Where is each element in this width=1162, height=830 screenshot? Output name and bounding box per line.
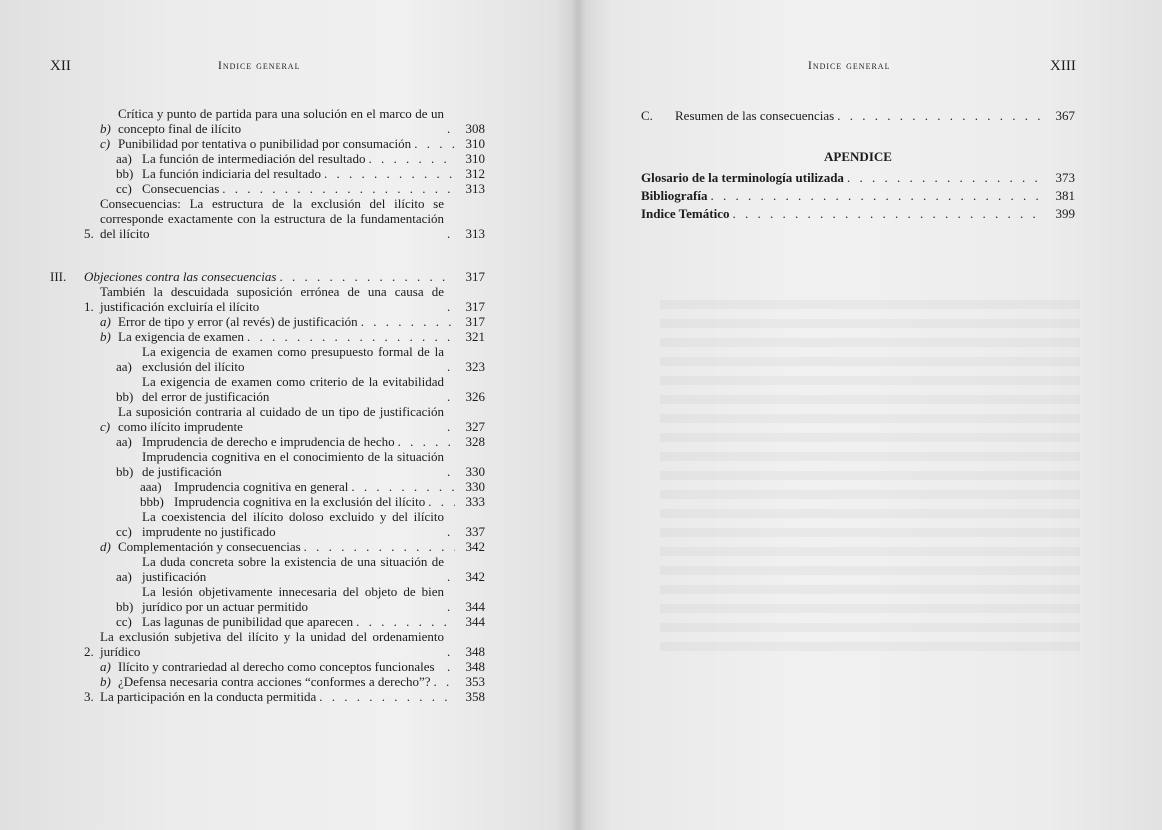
entry-text: La exigencia de examen como presupuesto formal de la exclusión del ilícito: [142, 344, 444, 374]
entry-text: Imprudencia cognitiva en la exclusión del ilícito: [174, 494, 426, 509]
toc-entry[interactable]: [50, 614, 485, 629]
toc-entry[interactable]: [641, 170, 1075, 185]
entry-marker: b): [100, 674, 111, 689]
entry-text: La coexistencia del ilícito doloso excluido y del ilícito imprudente no justificado: [142, 509, 444, 539]
left-page-number: XII: [50, 58, 71, 74]
leader-dots: [447, 226, 455, 241]
toc-entry[interactable]: [50, 554, 485, 584]
leader-dots: [447, 359, 455, 374]
right-running-head: Indice general: [808, 60, 891, 72]
entry-text: La suposición contraria al cuidado de un tipo de justificación como ilícito imprudente: [118, 404, 444, 434]
toc-entry[interactable]: [50, 659, 485, 674]
entry-page: 367: [1055, 108, 1075, 123]
toc-entry[interactable]: [50, 151, 485, 166]
entry-marker: 5.: [84, 226, 94, 241]
entry-page: 330: [465, 464, 485, 479]
entry-page: 321: [465, 329, 485, 344]
left-toc: [50, 106, 485, 704]
entry-marker: cc): [116, 524, 132, 539]
toc-entry[interactable]: [50, 106, 485, 136]
leader-dots: [304, 539, 455, 554]
leader-dots: [447, 569, 455, 584]
toc-entry[interactable]: [50, 166, 485, 181]
leader-dots: [398, 434, 455, 449]
toc-entry[interactable]: [50, 434, 485, 449]
entry-page: 326: [465, 389, 485, 404]
toc-entry[interactable]: [50, 284, 485, 314]
entry-text: La lesión objetivamente innecesaria del objeto de bien jurídico por un actuar permitido: [142, 584, 444, 614]
entry-page: 337: [465, 524, 485, 539]
toc-entry[interactable]: [50, 136, 485, 151]
leader-dots: [434, 674, 455, 689]
left-running-head: Indice general: [218, 60, 301, 72]
leader-dots: [414, 136, 455, 151]
toc-entry[interactable]: [641, 188, 1075, 203]
toc-entry[interactable]: [50, 689, 485, 704]
entry-marker: aa): [116, 359, 132, 374]
toc-entry[interactable]: [50, 344, 485, 374]
entry-marker: III.: [50, 269, 67, 284]
entry-marker: d): [100, 539, 111, 554]
toc-entry[interactable]: [50, 494, 485, 509]
leader-dots: [356, 614, 455, 629]
entry-page: 358: [465, 689, 485, 704]
leader-dots: [447, 659, 455, 674]
entry-marker: b): [100, 121, 111, 136]
entry-text: Punibilidad por tentativa o punibilidad por consumación: [118, 136, 412, 151]
entry-page: 313: [465, 181, 485, 196]
entry-page: 344: [465, 614, 485, 629]
entry-text: Glosario de la terminología utilizada: [641, 170, 844, 185]
entry-page: 348: [465, 644, 485, 659]
entry-page: 323: [465, 359, 485, 374]
toc-entry[interactable]: [50, 584, 485, 614]
leader-dots: [279, 269, 455, 284]
entry-page: 310: [465, 136, 485, 151]
toc-entry[interactable]: [50, 269, 485, 284]
entry-page: 312: [465, 166, 485, 181]
entry-text: Crítica y punto de partida para una solución en el marco de un concepto final de ilícito: [118, 106, 444, 136]
toc-entry[interactable]: [50, 181, 485, 196]
entry-text: Complementación y consecuencias: [118, 539, 301, 554]
entry-text: Objeciones contra las consecuencias: [84, 269, 277, 284]
entry-page: 317: [465, 314, 485, 329]
leader-dots: [319, 689, 455, 704]
entry-page: 333: [465, 494, 485, 509]
entry-marker: 2.: [84, 644, 94, 659]
entry-text: ¿Defensa necesaria contra acciones “conformes a derecho”?: [118, 674, 431, 689]
entry-marker: 1.: [84, 299, 94, 314]
entry-page: 308: [465, 121, 485, 136]
entry-text: Consecuencias: [142, 181, 220, 196]
appendix-heading: APENDICE: [824, 149, 892, 164]
entry-page: 344: [465, 599, 485, 614]
entry-marker: bb): [116, 389, 134, 404]
entry-text: La exclusión subjetiva del ilícito y la unidad del ordenamiento jurídico: [100, 629, 444, 659]
entry-marker: bb): [116, 464, 134, 479]
leader-dots: [710, 188, 1045, 203]
right-page-number: XIII: [1050, 58, 1076, 74]
leader-dots: [222, 181, 455, 196]
entry-page: 328: [465, 434, 485, 449]
entry-page: 317: [465, 269, 485, 284]
entry-text: Error de tipo y error (al revés) de justificación: [118, 314, 358, 329]
leader-dots: [837, 108, 1045, 123]
entry-text: Consecuencias: La estructura de la exclusión del ilícito se corresponde exactamente con la estructura de la fundamentación del ilícito: [100, 196, 444, 241]
entry-marker: bbb): [140, 494, 164, 509]
entry-page: 353: [465, 674, 485, 689]
entry-marker: aa): [116, 434, 132, 449]
entry-page: 373: [1055, 170, 1075, 185]
toc-entry[interactable]: [641, 206, 1075, 221]
entry-text: La exigencia de examen como criterio de la evitabilidad del error de justificación: [142, 374, 444, 404]
entry-text: Resumen de las consecuencias: [675, 108, 835, 123]
bleed-through-shadow: [660, 300, 1080, 660]
entry-page: 317: [465, 299, 485, 314]
entry-page: 399: [1055, 206, 1075, 221]
entry-text: Imprudencia cognitiva en general: [174, 479, 349, 494]
toc-entry[interactable]: [50, 314, 485, 329]
leader-dots: [447, 389, 455, 404]
entry-text: Ilícito y contrariedad al derecho como conceptos funcionales: [118, 659, 435, 674]
entry-marker: aa): [116, 151, 132, 166]
entry-text: La exigencia de examen: [118, 329, 244, 344]
entry-text: Las lagunas de punibilidad que aparecen: [142, 614, 354, 629]
entry-marker: bb): [116, 166, 134, 181]
entry-page: 381: [1055, 188, 1075, 203]
leader-dots: [447, 419, 455, 434]
entry-text: Indice Temático: [641, 206, 730, 221]
entry-marker: C.: [641, 108, 653, 123]
toc-entry[interactable]: [641, 108, 1075, 123]
toc-entry[interactable]: [50, 404, 485, 434]
leader-dots: [732, 206, 1045, 221]
leader-dots: [447, 524, 455, 539]
entry-page: 348: [465, 659, 485, 674]
toc-entry[interactable]: [50, 329, 485, 344]
leader-dots: [847, 170, 1045, 185]
leader-dots: [351, 479, 455, 494]
entry-marker: bb): [116, 599, 134, 614]
leader-dots: [247, 329, 455, 344]
entry-marker: 3.: [84, 689, 94, 704]
leader-dots: [447, 644, 455, 659]
toc-entry[interactable]: [50, 509, 485, 539]
entry-text: La duda concreta sobre la existencia de una situación de justificación: [142, 554, 444, 584]
entry-page: 342: [465, 569, 485, 584]
entry-text: Imprudencia cognitiva en el conocimiento de la situación de justificación: [142, 449, 444, 479]
leader-dots: [447, 121, 455, 136]
entry-marker: cc): [116, 181, 132, 196]
entry-text: Bibliografía: [641, 188, 708, 203]
toc-entry[interactable]: [50, 674, 485, 689]
entry-text: La participación en la conducta permitida: [100, 689, 317, 704]
entry-marker: cc): [116, 614, 132, 629]
leader-dots: [324, 166, 455, 181]
entry-marker: b): [100, 329, 111, 344]
toc-entry[interactable]: [50, 479, 485, 494]
entry-page: 310: [465, 151, 485, 166]
leader-dots: [447, 299, 455, 314]
entry-page: 327: [465, 419, 485, 434]
entry-marker: c): [100, 419, 111, 434]
entry-marker: a): [100, 659, 111, 674]
entry-page: 313: [465, 226, 485, 241]
toc-entry[interactable]: [50, 374, 485, 404]
toc-entry[interactable]: [50, 539, 485, 554]
entry-marker: c): [100, 136, 111, 151]
book-gutter: [572, 0, 586, 830]
entry-page: 342: [465, 539, 485, 554]
entry-page: 330: [465, 479, 485, 494]
entry-marker: a): [100, 314, 111, 329]
toc-entry[interactable]: [50, 449, 485, 479]
leader-dots: [361, 314, 455, 329]
entry-text: También la descuidada suposición errónea de una causa de justificación excluiría el ilícito: [100, 284, 444, 314]
entry-marker: aaa): [140, 479, 162, 494]
entry-marker: aa): [116, 569, 132, 584]
right-toc: [641, 108, 1075, 224]
entry-text: La función de intermediación del resultado: [142, 151, 366, 166]
entry-text: La función indiciaria del resultado: [142, 166, 322, 181]
leader-dots: [368, 151, 455, 166]
leader-dots: [447, 464, 455, 479]
leader-dots: [428, 494, 455, 509]
toc-entry[interactable]: [50, 629, 485, 659]
toc-entry[interactable]: [50, 196, 485, 241]
entry-text: Imprudencia de derecho e imprudencia de hecho: [142, 434, 395, 449]
leader-dots: [447, 599, 455, 614]
